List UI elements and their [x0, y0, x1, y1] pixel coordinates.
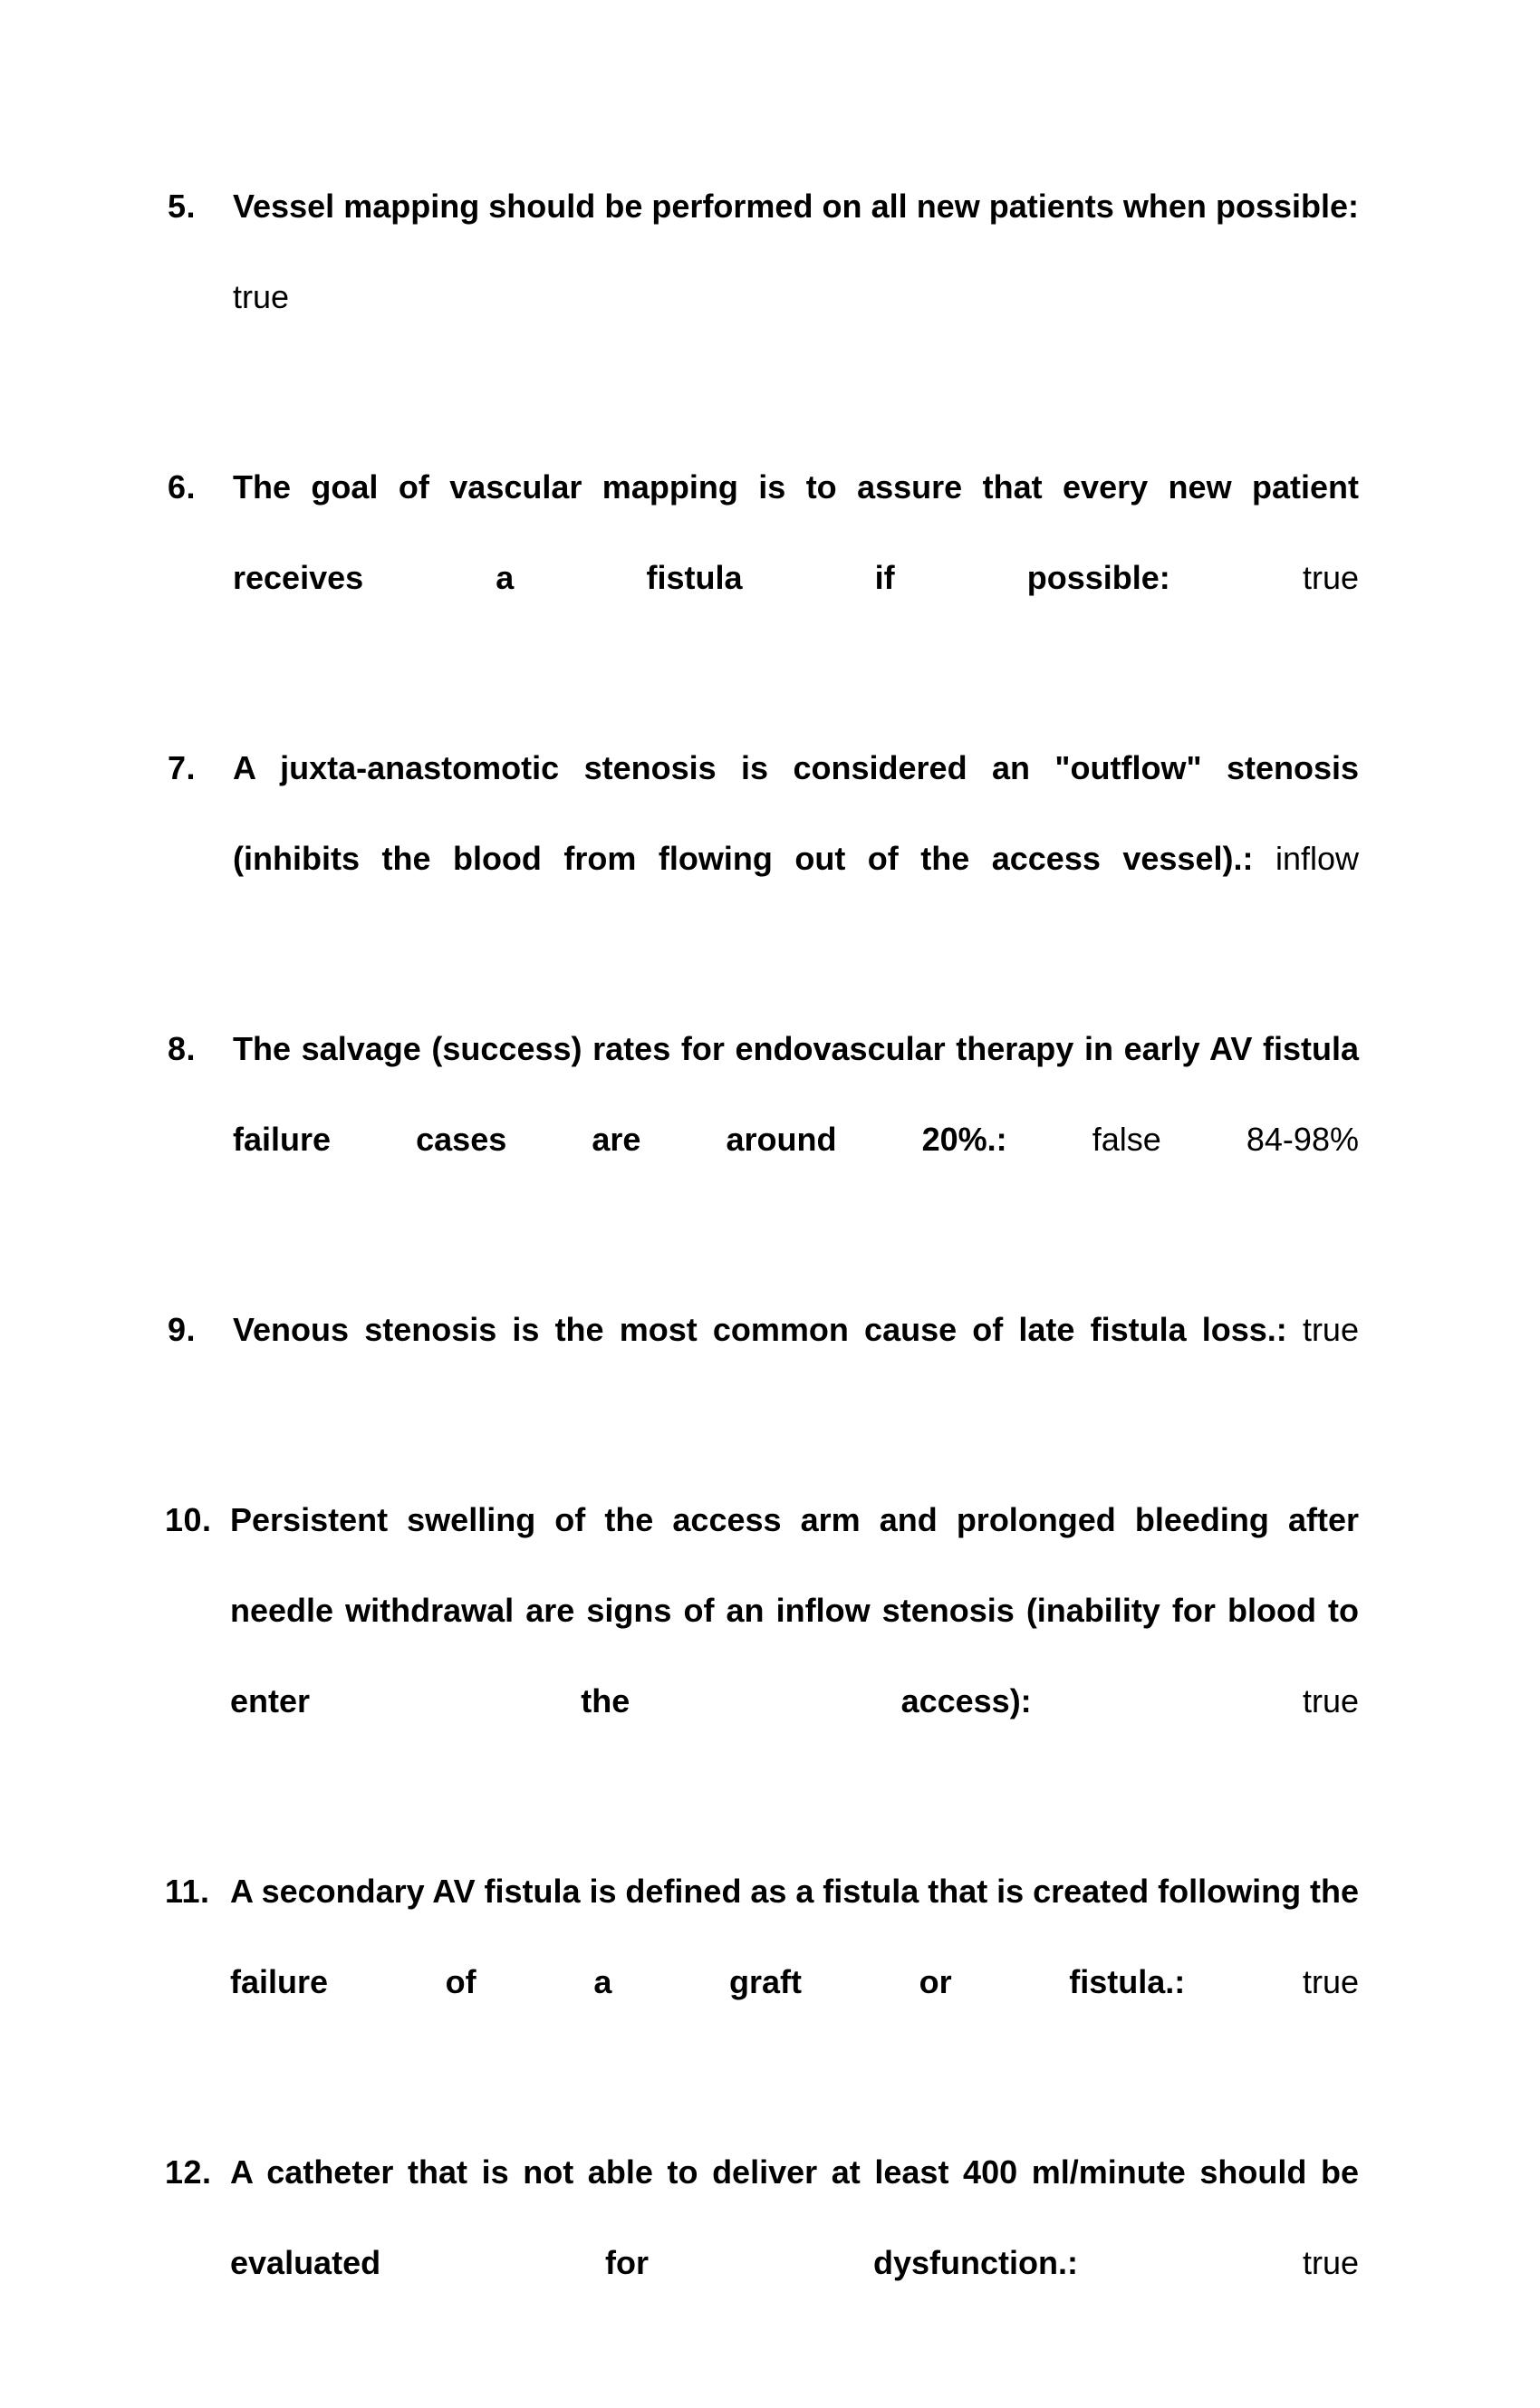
list-item	[168, 1285, 1359, 1466]
answer-text: true	[233, 278, 290, 315]
list-item	[165, 2127, 1359, 2399]
list-item-number: 8.	[168, 1030, 197, 1067]
question-text: Venous stenosis is the most common cause of late fistula loss.:	[233, 1311, 1287, 1348]
list-item	[168, 442, 1359, 714]
answer-text: true	[1302, 2244, 1359, 2281]
list-item-number: 10.	[165, 1501, 212, 1538]
question-text: A juxta-anastomotic stenosis is considered an "outflow" stenosis (inhibits the blood from flowing out of the access vessel).:	[233, 749, 1359, 877]
list-item	[168, 1004, 1359, 1276]
list-item-number: 9.	[168, 1311, 197, 1348]
question-text: Vessel mapping should be performed on all new patients when possible:	[233, 188, 1359, 225]
list-item	[168, 161, 1359, 433]
list-item-body	[233, 1004, 1359, 1276]
list-item-number: 11.	[165, 1873, 210, 1910]
list-item-number: 7.	[168, 749, 197, 786]
list-item	[165, 1475, 1359, 1837]
list-item-body	[233, 442, 1359, 714]
list-item-body	[230, 1475, 1359, 1837]
answer-text: true	[1302, 1311, 1359, 1348]
answer-text: true	[1302, 1963, 1359, 2000]
list-item-body	[230, 2127, 1359, 2399]
answer-text: inflow	[1275, 840, 1359, 877]
answer-text: false 84-98%	[1092, 1121, 1359, 1158]
list-item-number: 6.	[168, 468, 197, 506]
question-text: A secondary AV fistula is defined as a fistula that is created following the failure of a graft or fistula.:	[230, 1873, 1359, 2000]
list-item-number: 12.	[165, 2153, 212, 2191]
list-item	[165, 1846, 1359, 2118]
answer-text: true	[1302, 559, 1359, 596]
question-answer-list	[165, 161, 1359, 2408]
list-item-body	[230, 1846, 1359, 2118]
question-text: A catheter that is not able to deliver at least 400 ml/minute should be evaluated for dysfunction.:	[230, 2153, 1359, 2281]
list-item-body	[233, 723, 1359, 995]
list-item-body	[233, 1285, 1359, 1466]
list-item-number: 5.	[168, 188, 197, 225]
question-text: The goal of vascular mapping is to assure that every new patient receives a fistula if possible:	[233, 468, 1359, 596]
question-text: The salvage (success) rates for endovascular therapy in early AV fistula failure cases are around 20%.:	[233, 1030, 1359, 1158]
question-text: Persistent swelling of the access arm and prolonged bleeding after needle withdrawal are signs of an inflow stenosis (inability for blood to enter the access):	[230, 1501, 1359, 1719]
answer-text: true	[1302, 1682, 1359, 1719]
list-item	[168, 723, 1359, 995]
list-item-body	[233, 161, 1359, 433]
